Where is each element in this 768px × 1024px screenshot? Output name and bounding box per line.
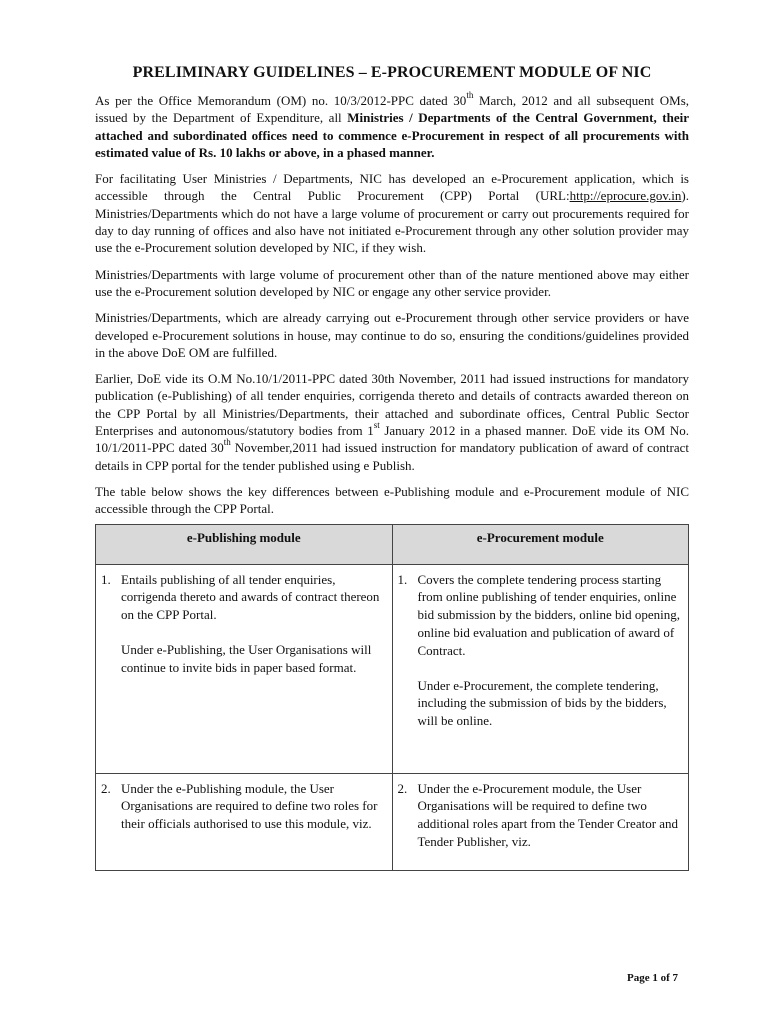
table-row (96, 564, 689, 773)
table-cell-e-procurement (392, 564, 689, 773)
table-header-row (96, 524, 689, 564)
paragraph-table-intro: The table below shows the key differences between e-Publishing module and e-Procurement module of NIC accessible through the CPP Portal. (95, 483, 689, 517)
bold-mandate: Ministries / Departments of the Central Government, their attached and subordinated offices need to commence e-Procurement in respect of all procurements with estimated value of Rs. 10 lakhs or above, in a phased manner. (95, 110, 689, 160)
page-number: Page 1 of 7 (626, 972, 678, 984)
comparison-table (95, 524, 689, 871)
list-item: 2. Under the e-Procurement module, the User Organisations will be required to define two additional roles apart from the Tender Creator and Tender Publisher, viz. (397, 780, 679, 849)
document-title: PRELIMINARY GUIDELINES – E-PROCUREMENT MODULE OF NIC (132, 64, 652, 81)
list-item: 1. Entails publishing of all tender enquiries, corrigenda thereto and awards of contract thereon on the CPP Portal. Under e-Publishing, the User Organisations will continue to invite bids in paper based format. (101, 571, 380, 675)
list-item: 2. Under the e-Publishing module, the User Organisations are required to define two roles for their officials authorised to use this module, viz. (101, 780, 378, 832)
list-item: 1. Covers the complete tendering process starting from online publishing of tender enquiries, online bid submission by the bidders, online bid opening, online bid evaluation and publication of award of Contract. Under e-Procurement, the complete tendering, including the submission of bids by the bidders, will be online. (397, 571, 681, 729)
paragraph-nic-application: For facilitating User Ministries / Departments, NIC has developed an e-Procurement application, which is accessible through the Central Public Procurement (CPP) Portal (URL:http://eprocure.gov.in). Ministries/Departments which do not have a large volume of procurement or carry out procurements required for day to day running of offices and also have not initiated e-Procurement through any other solution provider may use the e-Procurement solution developed by NIC, if they wish. (95, 171, 689, 256)
document-page (95, 64, 689, 871)
header-e-publishing: e-Publishing module (96, 524, 393, 564)
paragraph-existing-providers: Ministries/Departments, which are already carrying out e-Procurement through other service providers or have developed e-Procurement solutions in house, may continue to do so, ensuring the conditions/guidelines provided in the above DoE OM are fulfilled. (95, 310, 689, 360)
table-cell-e-publishing (96, 773, 393, 870)
table-cell-e-publishing (96, 564, 393, 773)
table-row (96, 773, 689, 870)
cpp-portal-link[interactable]: http://eprocure.gov.in (569, 188, 682, 204)
table-cell-e-procurement (392, 773, 689, 870)
header-e-procurement: e-Procurement module (392, 524, 689, 564)
paragraph-om-reference: As per the Office Memorandum (OM) no. 10/3/2012-PPC dated 30th March, 2012 and all subsequent OMs, issued by the Department of Expenditure, all Ministries / Departments of the Central Government, their attached and subordinated offices need to commence e-Procurement in respect of all procurements with estimated value of Rs. 10 lakhs or above, in a phased manner. (95, 90, 690, 160)
paragraph-e-publishing-history: Earlier, DoE vide its O.M No.10/1/2011-PPC dated 30th November, 2011 had issued instructions for mandatory publication (e-Publishing) of all tender enquiries, corrigenda thereto and details of contracts awarded thereon on the CPP Portal by all Ministries/Departments, their attached and subordinate offices, Central Public Sector Enterprises and autonomous/statutory bodies from 1st January 2012 in a phased manner. DoE vide its OM No. 10/1/2011-PPC dated 30th November,2011 had issued instruction for mandatory publication of award of contract details in CPP portal for the tender published using e Publish. (95, 371, 689, 473)
paragraph-large-volume: Ministries/Departments with large volume of procurement other than of the nature mentioned above may either use the e-Procurement solution developed by NIC or engage any other service provider. (95, 266, 689, 299)
